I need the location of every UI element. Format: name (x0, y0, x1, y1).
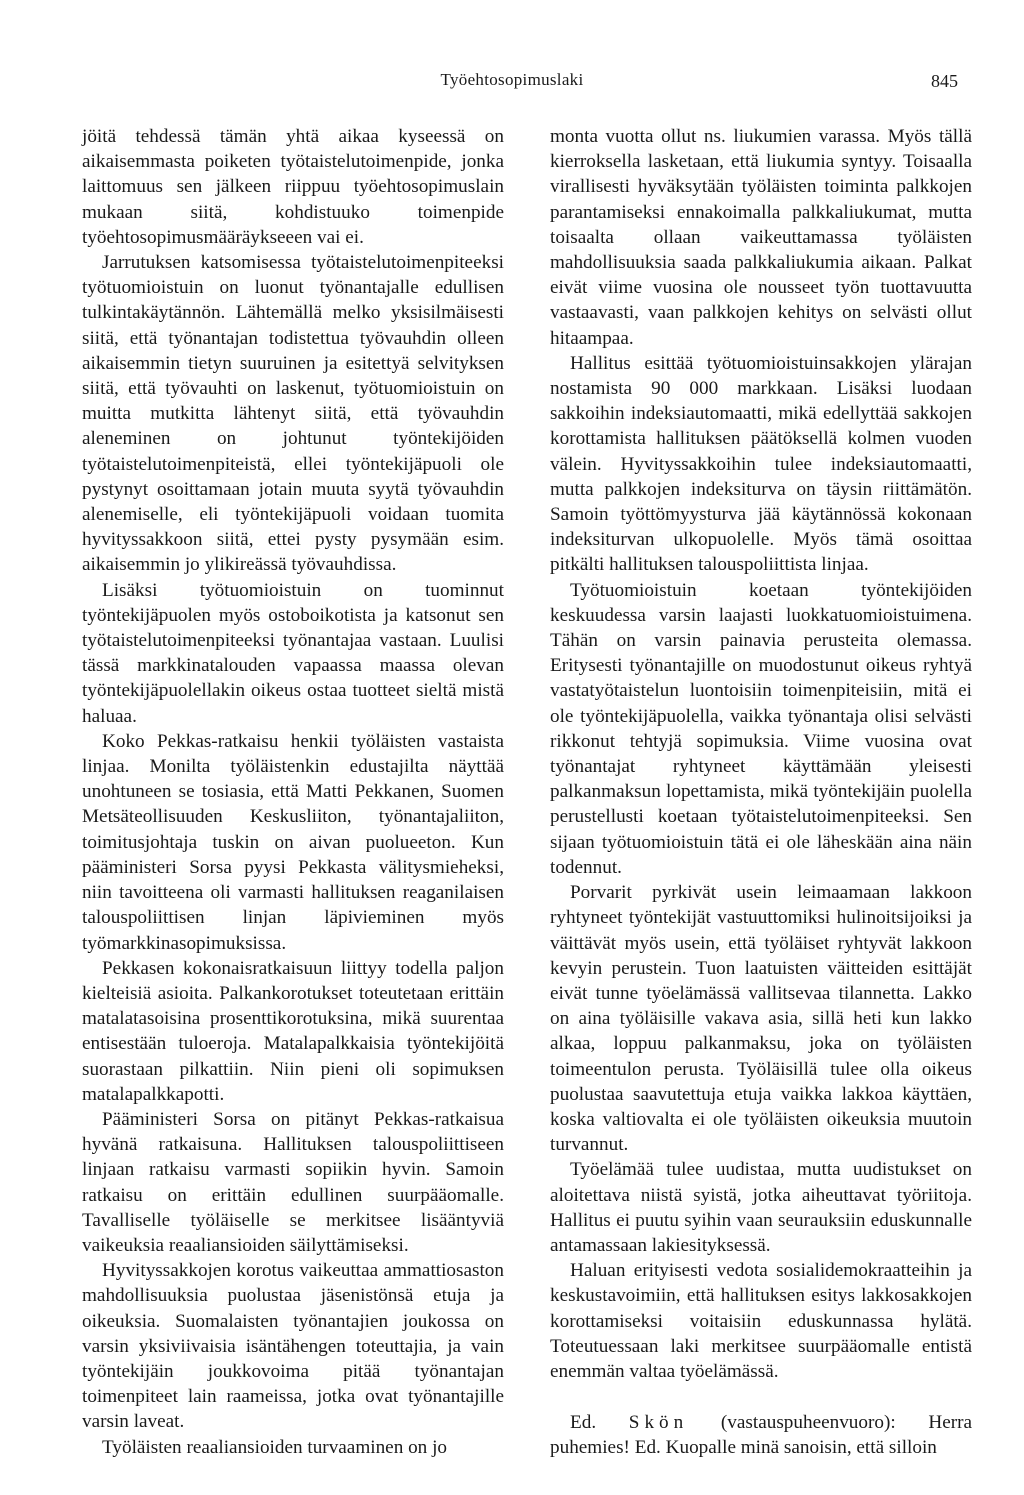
left-column (82, 124, 504, 1461)
paragraph: Työtuomioistuin koetaan työntekijöiden keskuudessa varsin laajasti luokkatuomioistuimena. Tähän on varsin painavia perusteita olemassa. Eritysesti työnantajille on muodostunut oikeus ryhtyä vastatyötaistelun luontoisiin toimenpiteisiin, mitä ei ole työntekijäpuolella, vaikka työnantaja olisi selvästi rikkonut tehtyjä sopimuksia. Viime vuosina ovat työnantajat ryhtyneet käyttämään yleisesti palkanmaksun lopettamista, mikä työntekijäin puolella perustellusti koetaan työtaistelutoimenpiteeksi. Sen sijaan työtuomioistuin tätä ei ole läheskään aina näin todennut. (550, 579, 972, 878)
paragraph: Jarrutuksen katsomisessa työtaistelutoimenpiteeksi työtuomioistuin on luonut työnantajalle edullisen tulkintakäytännön. Lähtemällä melko yksisilmäisesti siitä, että työnantajan todistettua työvauhdin olleen aikaisemmin tietyn suuruinen ja esitettyä selvityksen siitä, että työvauhti on laskenut, työtuomioistuin on muitta mutkitta lähtenyt siitä, että työvauhdin aleneminen on johtunut työntekijöiden työtaistelutoimenpiteistä, ellei työntekijäpuoli ole pystynyt osoittamaan jotain muuta syytä työvauhdin alenemiselle, eli työntekijäpuoli voidaan tuomita hyvityssakkoon siitä, ettei pysty pysymään esim. aikaisemmin jo ylikireässä työvauhdissa. (82, 252, 504, 576)
paragraph: Pekkasen kokonaisratkaisuun liittyy todella paljon kielteisiä asioita. Palkankorotukset toteutetaan erittäin matalatasoisina prosenttikorotuksina, mikä suurentaa entisestään tuloeroja. Matalapalkkaisia työntekijöitä suorastaan pilkattiin. Niin pieni oli sopimuksen matalapalkkapotti. (82, 957, 504, 1105)
text-columns (82, 124, 972, 1461)
speech-paragraph (550, 1410, 972, 1460)
speech-prefix: Ed. (570, 1412, 597, 1434)
paragraph: Lisäksi työtuomioistuin on tuominnut työntekijäpuolen myös ostoboikotista ja katsonut sen työtaistelutoimenpiteeksi työnantajaa vastaan. Luulisi tässä markkinatalouden vapaassa maassa olevan työntekijäpuolellakin oikeus ostaa tuotteet sieltä mistä haluaa. (82, 579, 504, 727)
paragraph: Pääministeri Sorsa on pitänyt Pekkas-ratkaisua hyvänä ratkaisuna. Hallituksen talouspoliittiseen linjaan ratkaisu varmasti sopiikin hyvin. Samoin ratkaisu on erittäin edullinen suurpääomalle. Tavalliselle työläiselle se merkitsee lisääntyviä vaikeuksia reaaliansioiden säilyttämiseksi. (82, 1108, 504, 1256)
page-number: 845 (931, 71, 958, 91)
running-title: Työehtosopimuslaki (440, 70, 584, 89)
paragraph: Haluan erityisesti vedota sosialidemokraatteihin ja keskustavoimiin, että hallituksen esitys lakkosakkojen korottamiseksi voitaisiin eduskunnassa hylätä. Toteutuessaan laki merkitsee suurpääomalle entistä enemmän valtaa työelämässä. (550, 1260, 972, 1382)
paragraph: Työläisten reaaliansioiden turvaaminen on jo (102, 1436, 447, 1458)
paragraph: Hyvityssakkojen korotus vaikeuttaa ammattiosaston mahdollisuuksia puolustaa jäsenistönsä etuja ja oikeuksia. Suomalaisten työnantajien joukossa on varsin yksiviivaisia isäntähengen toteuttajia, ja vain työntekijäin joukkovoima pitää työnantajan toimenpiteet lain raameissa, jotka ovat työnantajille varsin laveat. (82, 1260, 504, 1433)
paragraph: Koko Pekkas-ratkaisu henkii työläisten vastaista linjaa. Monilta työläistenkin edustajilta näyttää unohtuneen se tosiasia, että Matti Pekkanen, Suomen Metsäteollisuuden Keskusliiton, työnantajaliiton, toimitusjohtaja tuskin on aivan puolueeton. Kun pääministeri Sorsa pyysi Pekkasta välitysmieheksi, niin tavoitteena oli varmasti hallituksen reaganilaisen talouspoliittisen linjan läpivieminen myös työmarkkinasopimuksissa. (82, 730, 504, 954)
right-column (550, 124, 972, 1461)
running-header (0, 70, 1024, 100)
speech-text: (vastauspuheenvuoro): Herra puhemies! Ed. Kuopalle minä sanoisin, että silloin (550, 1412, 973, 1459)
paragraph: monta vuotta ollut ns. liukumien varassa. Myös tällä kierroksella lasketaan, että liukumia syntyy. Toisaalla virallisesti hyväksytään työläisten toiminta palkkojen parantamiseksi ennakoimalla palkkaliukumat, mutta toisaalta ollaan vaikeuttamassa työläisten mahdollisuuksia saada palkkaliukumia aikaan. Palkat eivät viime vuosina ole nousseet työn tuottavuutta vastaavasti, vaan palkkojen kehitys on selvästi ollut hitaampaa. (550, 126, 972, 349)
paragraph: Hallitus esittää työtuomioistuinsakkojen ylärajan nostamista 90 000 markkaan. Lisäksi luodaan sakkoihin indeksiautomaatti, mikä edellyttää sakkojen korottamista hallituksen päätöksellä kolmen vuoden välein. Hyvityssakkoihin tulee indeksiautomaatti, mutta palkkojen indeksiturva on täysin riittämätön. Samoin työttömyysturva jää käytännössä kokonaan indeksiturvan ulkopuolelle. Myös tämä osoittaa pitkälti hallituksen talouspoliittista linjaa. (550, 352, 972, 576)
paragraph: jöitä tehdessä tämän yhtä aikaa kyseessä on aikaisemmasta poiketen työtaistelutoimenpide, jonka laittomuus sen jälkeen riippuu työehtosopimuslain mukaan siitä, kohdistuuko toimenpide työehtosopimusmääräykseeen vai ei. (82, 126, 504, 248)
speaker-name: Skön (628, 1412, 689, 1434)
paragraph: Työelämää tulee uudistaa, mutta uudistukset on aloitettava niistä syistä, jotka aiheuttavat työriitoja. Hallitus ei puutu syihin vaan seurauksiin eduskunnalle antamassaan lakiesityksessä. (550, 1159, 972, 1256)
paragraph: Porvarit pyrkivät usein leimaamaan lakkoon ryhtyneet työntekijät vastuuttomiksi hulinoitsijoiksi ja väittävät myös usein, että työläiset ryhtyvät lakkoon kevyin perustein. Tuon laatuisten väitteiden esittäjät eivät tunne työelämässä vallitsevaa tilannetta. Lakko on aina työläisille vakava asia, sillä heti kun lakko alkaa, loppuu palkanmaksu, joka on työläisten toimeentulon perusta. Työläisillä tulee olla oikeus puolustaa saavutettuja etuja vaikka lakkoa käyttäen, koska valtiovalta ei ole työläisten oikeuksia muutoin turvannut. (550, 882, 972, 1156)
